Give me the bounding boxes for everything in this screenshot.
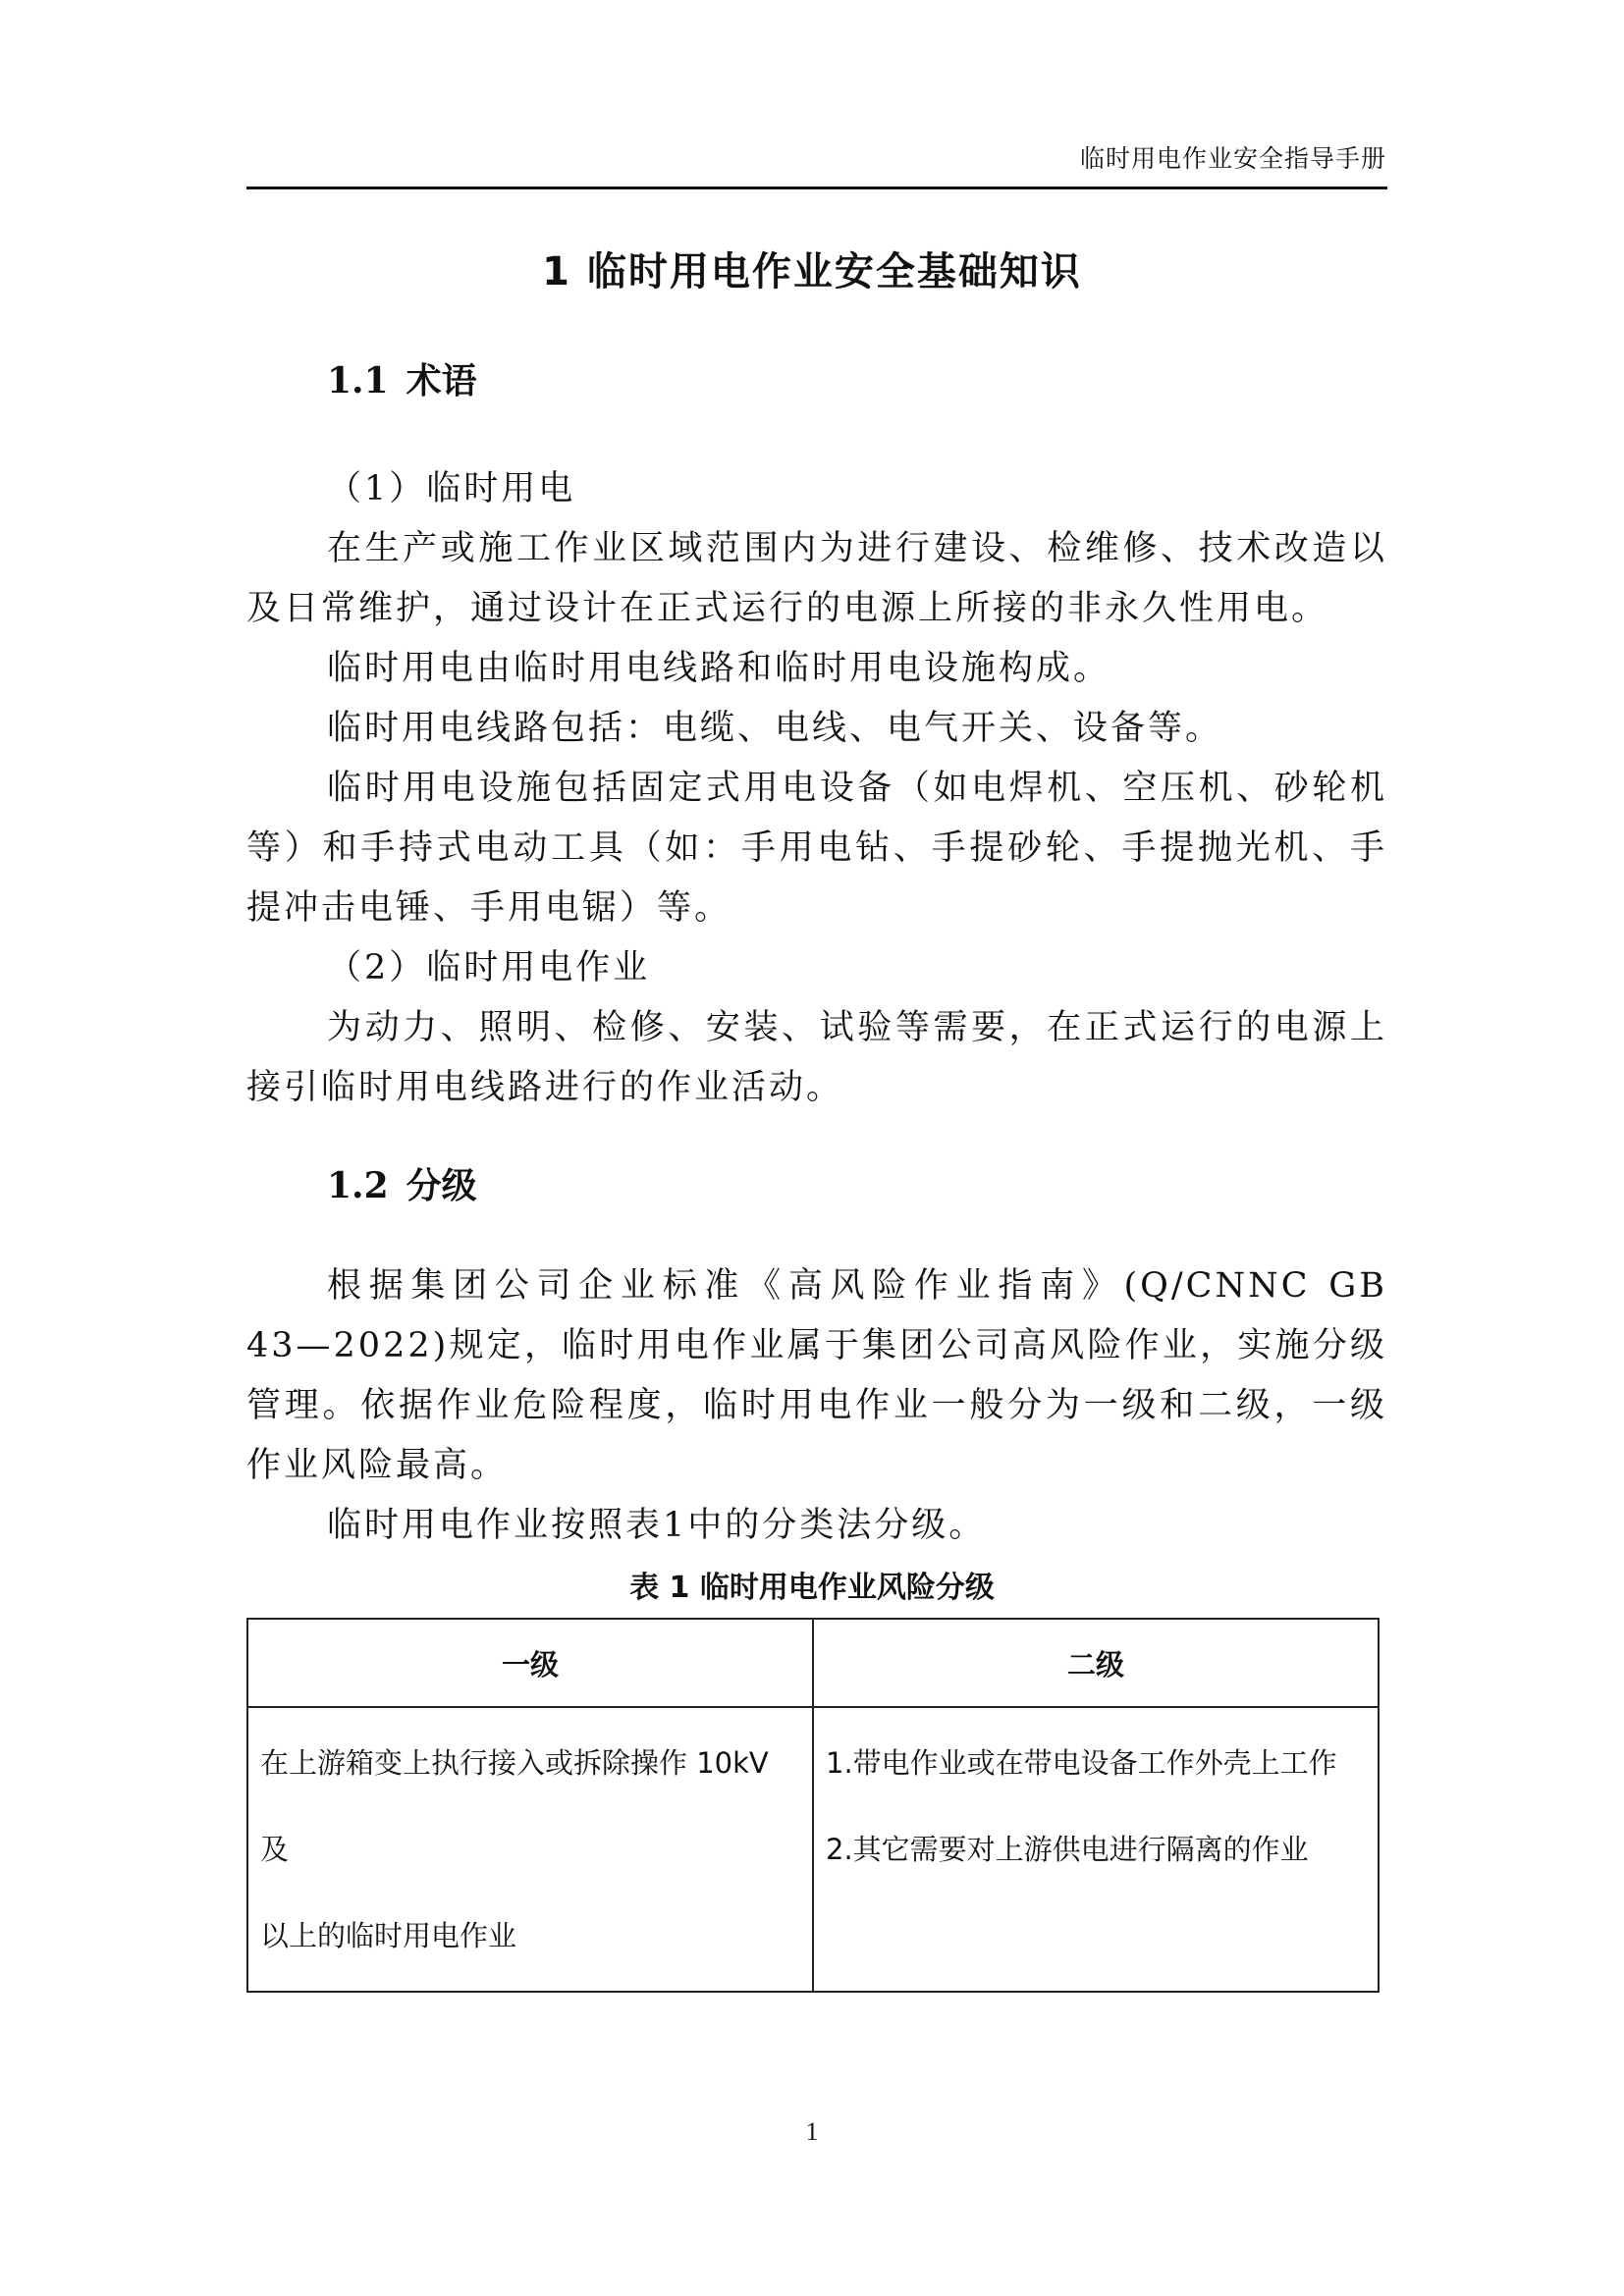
section-number: 1.1 — [327, 360, 389, 401]
column-header-level-2: 二级 — [813, 1619, 1379, 1707]
cell-line: 1.带电作业或在带电设备工作外壳上工作 — [826, 1746, 1337, 1780]
cell-line: 以上的临时用电作业 — [260, 1919, 517, 1952]
header-divider — [246, 187, 1387, 189]
page-number: 1 — [805, 2117, 819, 2146]
paragraph-line: 作业风险最高。 — [246, 1446, 509, 1485]
paragraph-line: 43—2022)规定，临时用电作业属于集团公司高风险作业，实施分级 — [246, 1326, 1387, 1365]
paragraph-standard — [246, 1256, 1387, 1496]
paragraph-line: 及日常维护，通过设计在正式运行的电源上所接的非永久性用电。 — [246, 589, 1329, 628]
term-definition-1 — [246, 519, 1387, 639]
table-header-row — [247, 1619, 1379, 1707]
paragraph-composition: 临时用电由临时用电线路和临时用电设施构成。 — [327, 649, 1111, 688]
paragraph-table-reference: 临时用电作业按照表1中的分类法分级。 — [327, 1506, 987, 1545]
paragraph-lines: 临时用电线路包括：电缆、电线、电气开关、设备等。 — [327, 709, 1223, 748]
section-heading-terms — [327, 353, 477, 403]
paragraph-line: 根据集团公司企业标准《高风险作业指南》(Q/CNNC GB — [327, 1266, 1387, 1306]
paragraph-line: 提冲击电锤、手用电锯）等。 — [246, 888, 732, 928]
term-heading-1: （1）临时用电 — [327, 469, 576, 508]
term-definition-2 — [246, 998, 1387, 1118]
paragraph-line: 在生产或施工作业区域范围内为进行建设、检维修、技术改造以 — [327, 529, 1387, 568]
paragraph-line: 为动力、照明、检修、安装、试验等需要，在正式运行的电源上 — [327, 1008, 1387, 1047]
paragraph-line: 临时用电设施包括固定式用电设备（如电焊机、空压机、砂轮机 — [327, 769, 1387, 808]
paragraph-line: 接引临时用电线路进行的作业活动。 — [246, 1068, 844, 1107]
table-cell-level-2 — [813, 1707, 1379, 1992]
section-number: 1.2 — [327, 1165, 389, 1206]
column-header-level-1: 一级 — [247, 1619, 813, 1707]
chapter-title: 1 临时用电作业安全基础知识 — [542, 249, 1082, 294]
paragraph-line: 管理。依据作业危险程度，临时用电作业一般分为一级和二级，一级 — [246, 1386, 1387, 1425]
paragraph-facilities — [246, 759, 1387, 938]
risk-level-table — [246, 1618, 1380, 1993]
section-title-text: 术语 — [406, 360, 477, 401]
table-row — [247, 1707, 1379, 1992]
section-heading-grading — [327, 1158, 477, 1208]
paragraph-line: 等）和手持式电动工具（如：手用电钻、手提砂轮、手提抛光机、手 — [246, 828, 1387, 868]
cell-line: 2.其它需要对上游供电进行隔离的作业 — [826, 1833, 1309, 1866]
section-title-text: 分级 — [406, 1165, 477, 1206]
table-cell-level-1 — [247, 1707, 813, 1992]
table-caption: 表 1 临时用电作业风险分级 — [629, 1571, 995, 1605]
cell-line: 在上游箱变上执行接入或拆除操作 10kV 及 — [260, 1746, 769, 1866]
running-header: 临时用电作业安全指导手册 — [1079, 144, 1386, 173]
term-heading-2: （2）临时用电作业 — [327, 948, 651, 988]
